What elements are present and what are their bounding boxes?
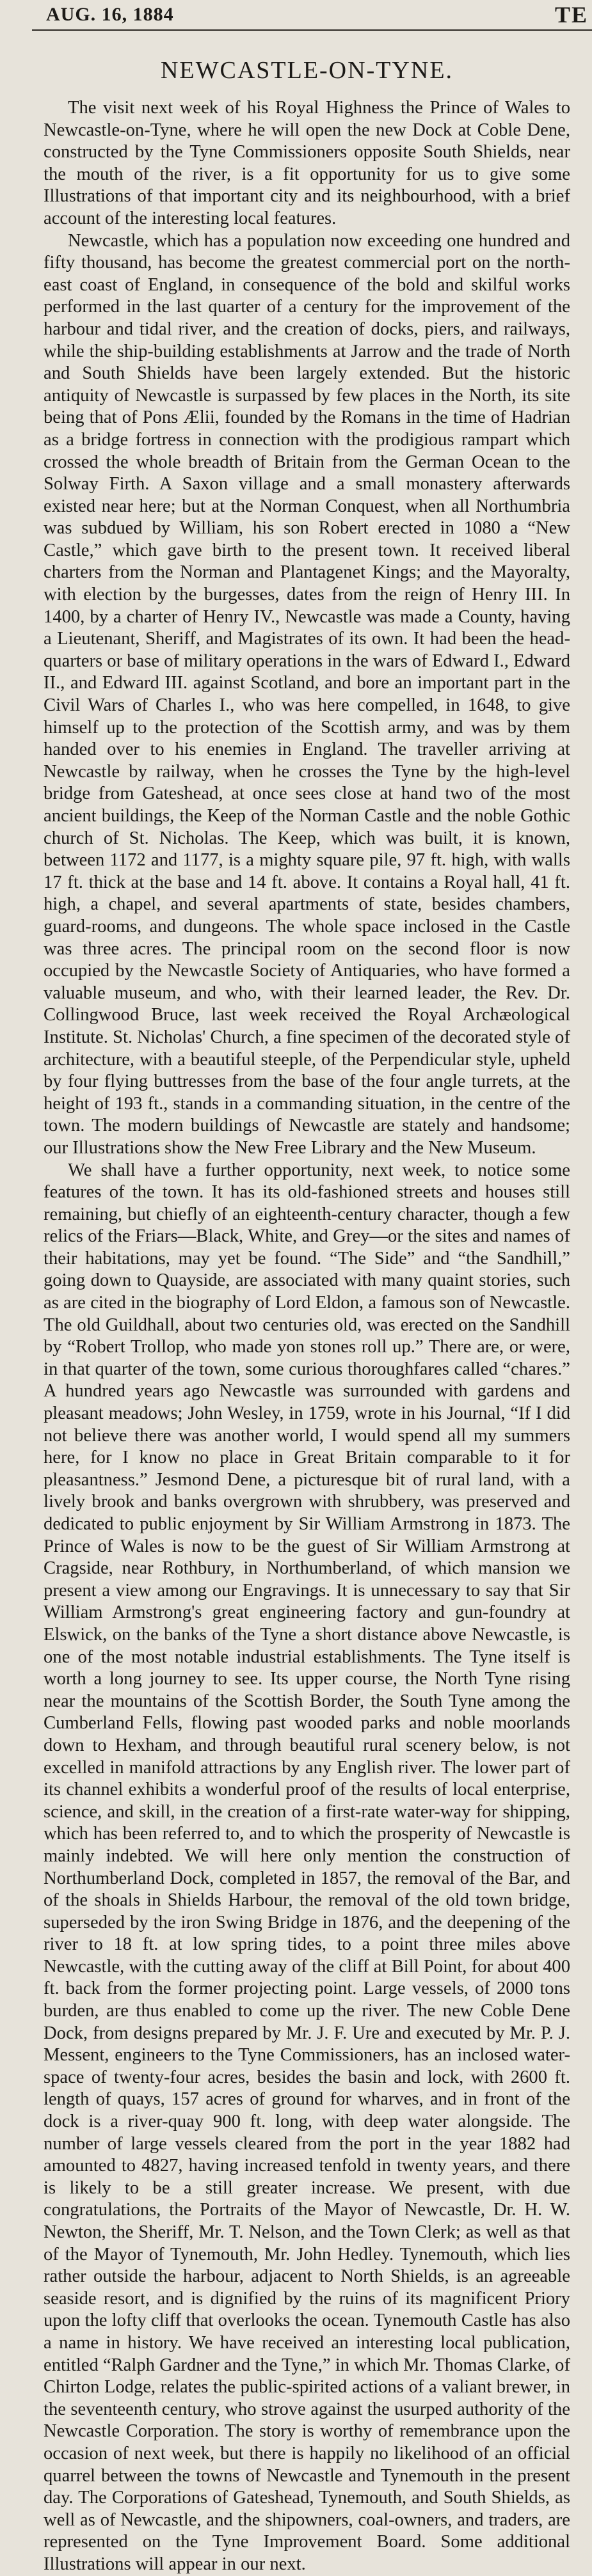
- running-head: [32, 0, 592, 31]
- article-paragraph-3: We shall have a further opportunity, next week, to notice some features of the town. It has its old-fashioned streets and houses still remaining, but chiefly of an eighteenth-century character, though a few relics of the Friars—Black, White, and Grey—or the sites and names of their habitations, may yet be found. “The Side” and “the Sandhill,” going down to Quayside, are associated with many quaint stories, such as are cited in the biography of Lord Eldon, a famous son of Newcastle. The old Guildhall, about two centuries old, was erected on the Sandhill by “Robert Trollop, who made yon stones roll up.” There are, or were, in that quarter of the town, some curious thoroughfares called “chares.” A hundred years ago Newcastle was surrounded with gardens and pleasant meadows; John Wesley, in 1759, wrote in his Journal, “If I did not believe there was another world, I would spend all my summers here, for I know no place in Great Britain comparable to it for pleasantness.” Jesmond Dene, a picturesque bit of rural land, with a lively brook and banks overgrown with shrubbery, was preserved and dedicated to public enjoyment by Sir William Armstrong in 1873. The Prince of Wales is now to be the guest of Sir William Armstrong at Cragside, near Rothbury, in Northumberland, of which mansion we present a view among our Engravings. It is unnecessary to say that Sir William Armstrong's great engineering factory and gun-foundry at Elswick, on the banks of the Tyne a short distance above Newcastle, is one of the most notable industrial establishments. The Tyne itself is worth a long journey to see. Its upper course, the North Tyne rising near the mountains of the Scottish Border, the South Tyne among the Cumberland Fells, flowing past wooded parks and noble moorlands down to Hexham, and through beautiful rural scenery below, is not excelled in manifold attractions by any English river. The lower part of its channel exhibits a wonderful proof of the results of local enterprise, science, and skill, in the creation of a first-rate water-way for shipping, which has been referred to, and to which the prosperity of Newcastle is mainly indebted. We will here only mention the construction of Northumberland Dock, completed in 1857, the removal of the Bar, and of the shoals in Shields Harbour, the removal of the old town bridge, superseded by the iron Swing Bridge in 1876, and the deepening of the river to 18 ft. at low spring tides, to a point three miles above Newcastle, with the cutting away of the cliff at Bill Point, for about 400 ft. back from the former projecting point. Large vessels, of 2000 tons burden, are thus enabled to come up the river. The new Coble Dene Dock, from designs prepared by Mr. J. F. Ure and executed by Mr. P. J. Messent, engineers to the Tyne Commissioners, has an inclosed water-space of twenty-four acres, besides the basin and lock, with 2600 ft. length of quays, 157 acres of ground for wharves, and in front of the dock is a river-quay 900 ft. long, with deep water alongside. The number of large vessels cleared from the port in the year 1882 had amounted to 4827, having increased tenfold in twenty years, and there is likely to be a still greater increase. We present, with due congratulations, the Portraits of the Mayor of Newcastle, Dr. H. W. Newton, the Sheriff, Mr. T. Nelson, and the Town Clerk; as well as that of the Mayor of Tynemouth, Mr. John Hedley. Tynemouth, which lies rather outside the harbour, adjacent to North Shields, is an agreeable seaside resort, and is dignified by the ruins of its magnificent Priory upon the lofty cliff that overlooks the ocean. Tynemouth Castle has also a name in history. We have received an interesting local publication, entitled “Ralph Gardner and the Tyne,” in which Mr. Thomas Clarke, of Chirton Lodge, relates the public-spirited actions of a valiant brewer, in the seventeenth century, who strove against the usurped authority of the Newcastle Corporation. The story is worthy of remembrance upon the occasion of next week, but there is happily no likelihood of an official quarrel between the towns of Newcastle and Tynemouth in the present day. The Corporations of Gateshead, Tynemouth, and South Shields, as well as of Newcastle, and the shipowners, coal-owners, and traders, are represented on the Tyne Improvement Board. Some additional Illustrations will appear in our next.: [44, 1160, 570, 2574]
- article-paragraph-2: Newcastle, which has a population now exceeding one hundred and fifty thousand, has become the greatest commercial port on the north-east coast of England, in consequence of the bold and skilful works performed in the last quarter of a century for the improvement of the harbour and tidal river, and the creation of docks, piers, and railways, while the ship-building establishments at Jarrow and the trade of North and South Shields have been largely extended. But the historic antiquity of Newcastle is surpassed by few places in the North, its site being that of Pons Ælii, founded by the Romans in the time of Hadrian as a bridge fortress in connection with the prodigious rampart which crossed the whole breadth of Britain from the German Ocean to the Solway Firth. A Saxon village and a small monastery afterwards existed near here; but at the Norman Conquest, when all Northumbria was subdued by William, his son Robert erected in 1080 a “New Castle,” which gave birth to the present town. It received liberal charters from the Norman and Plantagenet Kings; and the Mayoralty, with election by the burgesses, dates from the reign of Henry III. In 1400, by a charter of Henry IV., Newcastle was made a County, having a Lieutenant, Sheriff, and Magistrates of its own. It had been the head-quarters or base of military operations in the wars of Edward I., Edward II., and Edward III. against Scotland, and bore an important part in the Civil Wars of Charles I., who was here compelled, in 1648, to give himself up to the protection of the Scottish army, and was by them handed over to his enemies in England. The traveller arriving at Newcastle by railway, when he crosses the Tyne by the high-level bridge from Gateshead, at once sees close at hand two of the most ancient buildings, the Keep of the Norman Castle and the noble Gothic church of St. Nicholas. The Keep, which was built, it is known, between 1172 and 1177, is a mighty square pile, 97 ft. high, with walls 17 ft. thick at the base and 14 ft. above. It contains a Royal hall, 41 ft. high, a chapel, and several apartments of state, besides chambers, guard-rooms, and dungeons. The whole space inclosed in the Castle was three acres. The principal room on the second floor is now occupied by the Newcastle Society of Antiquaries, who have formed a valuable museum, and who, with their learned leader, the Rev. Dr. Collingwood Bruce, last week received the Royal Archæological Institute. St. Nicholas' Church, a fine specimen of the decorated style of architecture, with a beautiful steeple, of the Perpendicular style, upheld by four flying buttresses from the base of the four angle turrets, at the height of 193 ft., stands in a commanding situation, in the centre of the town. The modern buildings of Newcastle are stately and handsome; our Illustrations show the New Free Library and the New Museum.: [44, 230, 570, 1158]
- issue-date: AUG. 16, 1884: [46, 4, 174, 25]
- article-paragraph-1: The visit next week of his Royal Highness the Prince of Wales to Newcastle-on-Tyne, where he will open the new Dock at Coble Dene, constructed by the Tyne Commissioners opposite South Shields, near the mouth of the river, is a fit opportunity for us to give some Illustrations of that important city and its neighbourhood, with a brief account of the interesting local features.: [44, 98, 570, 228]
- article-headline: NEWCASTLE-ON-TYNE.: [160, 57, 454, 84]
- masthead-fragment: TE: [554, 2, 588, 28]
- article-body: [44, 97, 570, 2576]
